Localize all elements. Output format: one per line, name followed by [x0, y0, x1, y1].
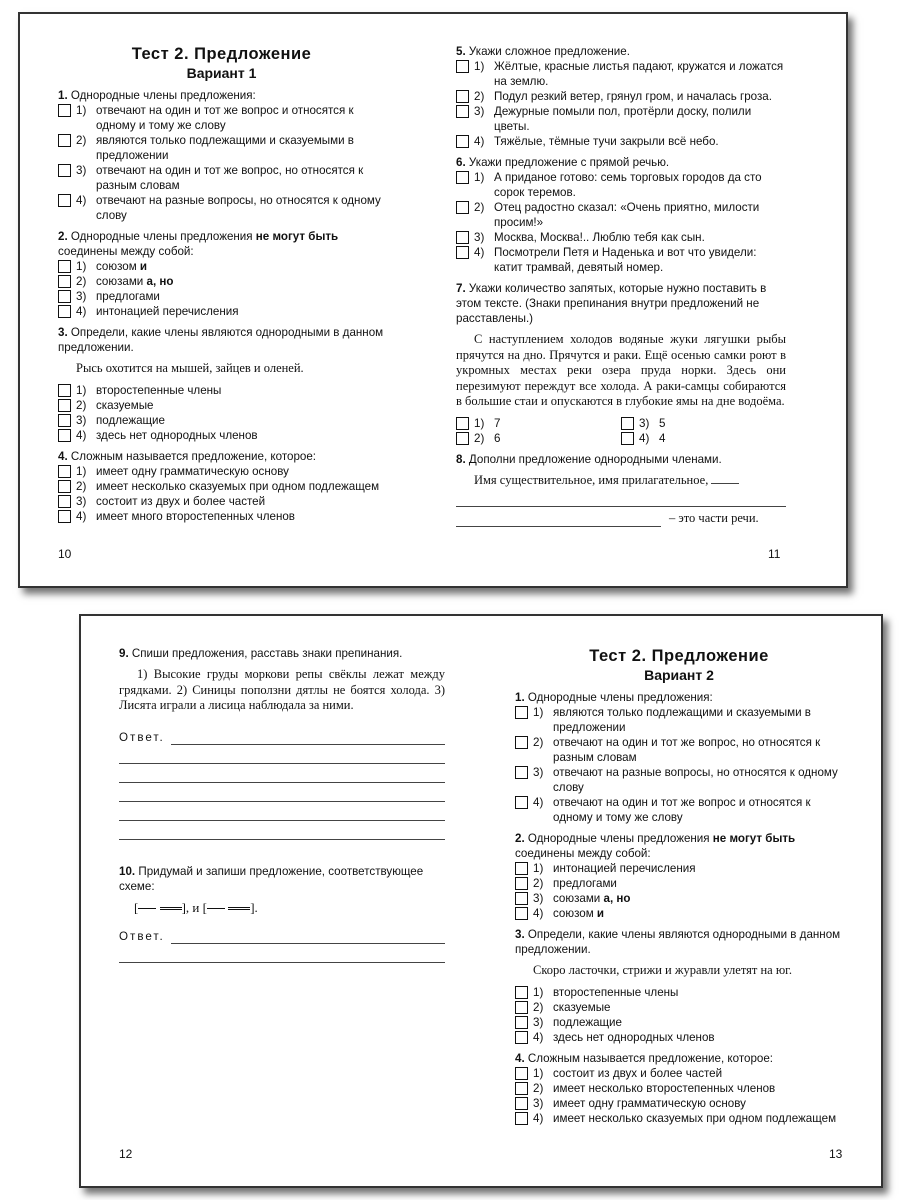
option-number: 3) — [533, 892, 544, 905]
option-number: 2) — [474, 90, 485, 103]
option-text: сказуемые — [96, 398, 154, 412]
answer-checkbox[interactable] — [58, 275, 71, 288]
answer-checkbox[interactable] — [456, 90, 469, 103]
book-spread-top — [18, 12, 848, 588]
question-number: 10. — [119, 864, 136, 878]
answer-checkbox[interactable] — [456, 417, 469, 430]
subject-mark — [138, 908, 156, 909]
option-number: 2) — [474, 201, 485, 214]
option-text: имеет много второстепенных членов — [96, 509, 295, 523]
answer-option — [58, 428, 385, 443]
answer-checkbox[interactable] — [515, 1082, 528, 1095]
option-text: подлежащие — [553, 1015, 622, 1029]
question-number: 8. — [456, 452, 466, 466]
answer-checkbox[interactable] — [58, 290, 71, 303]
options-list — [58, 259, 385, 319]
answer-checkbox[interactable] — [515, 1001, 528, 1014]
option-number: 4) — [533, 907, 544, 920]
question-3 — [58, 325, 385, 443]
options-list — [515, 1066, 843, 1126]
answer-checkbox[interactable] — [58, 305, 71, 318]
option-emphasis: а, но — [603, 892, 631, 905]
answer-checkbox[interactable] — [58, 510, 71, 523]
answer-line[interactable] — [119, 802, 445, 821]
option-number: 4) — [474, 246, 485, 259]
option-number: 4) — [474, 135, 485, 148]
question-1 — [515, 690, 843, 825]
option-number: 2) — [76, 398, 87, 412]
answer-option — [515, 1066, 843, 1081]
option-number: 4) — [533, 1030, 544, 1044]
answer-option — [58, 133, 385, 163]
question-text: Дополни предложение однородными членами. — [468, 452, 722, 466]
option-text: союзами — [96, 275, 147, 288]
answer-checkbox[interactable] — [515, 1016, 528, 1029]
question-emphasis: не могут быть — [712, 832, 796, 845]
option-text: второстепенные члены — [553, 985, 679, 999]
answer-option — [58, 464, 385, 479]
question-number: 2. — [515, 832, 525, 845]
option-number: 1) — [533, 985, 544, 999]
option-text: интонацией перечисления — [553, 862, 696, 875]
option-number: 4) — [76, 305, 87, 318]
option-emphasis: а, но — [146, 275, 174, 288]
option-number: 1) — [76, 383, 87, 397]
option-text: здесь нет однородных членов — [96, 428, 258, 442]
answer-line[interactable] — [119, 944, 445, 963]
question-emphasis: не могут быть — [255, 230, 339, 243]
page-number: 10 — [58, 547, 72, 561]
options-list — [515, 861, 843, 921]
option-text: подлежащие — [96, 413, 165, 427]
options-grid — [456, 416, 786, 446]
question-number: 6. — [456, 156, 466, 169]
answer-checkbox[interactable] — [456, 60, 469, 73]
page-11-content — [456, 44, 786, 527]
question-number: 1. — [515, 691, 525, 704]
answer-checkbox[interactable] — [456, 201, 469, 214]
page-13-content — [515, 646, 843, 1126]
option-number: 2) — [533, 1000, 544, 1014]
answer-option — [58, 413, 385, 428]
option-number: 3) — [76, 413, 87, 427]
option-text: 5 — [659, 416, 666, 430]
answer-option — [58, 103, 385, 133]
exercise-passage: 1) Высокие груды моркови репы свёклы лежат между грядками. 2) Синицы поползни дятлы не боятся холода. 3) Лисята играли а лисица наблюдала за ними. — [119, 667, 445, 712]
answer-line[interactable] — [119, 764, 445, 783]
answer-checkbox[interactable] — [58, 384, 71, 397]
answer-option — [58, 398, 385, 413]
answer-checkbox[interactable] — [456, 135, 469, 148]
option-text: союзом — [553, 907, 597, 920]
option-text: являются только подлежащими и сказуемыми в предложении — [96, 134, 354, 162]
example-sentence: Рысь охотится на мышей, зайцев и оленей. — [76, 361, 304, 375]
option-text: сказуемые — [553, 1000, 611, 1014]
page-number: 11 — [768, 547, 781, 561]
option-emphasis: и — [139, 260, 148, 273]
answer-option — [58, 494, 385, 509]
answer-checkbox[interactable] — [515, 986, 528, 999]
fill-ending: – это части речи. — [669, 511, 759, 525]
question-10 — [119, 864, 445, 963]
answer-option — [621, 416, 786, 431]
question-text: Определи, какие члены являются однородными в данном предложении. — [515, 928, 841, 956]
answer-option — [515, 795, 843, 825]
option-text: отвечают на один и тот же вопрос, но относятся к разным словам — [96, 164, 364, 192]
answer-option — [58, 304, 385, 319]
options-list — [456, 170, 786, 275]
question-text: Укажи количество запятых, которые нужно поставить в этом тексте. (Знаки препинания внутри предложений не расставлены.) — [456, 282, 767, 325]
option-number: 1) — [474, 171, 485, 184]
question-6 — [456, 155, 786, 275]
answer-option — [515, 906, 843, 921]
answer-option — [456, 170, 786, 200]
answer-checkbox[interactable] — [58, 399, 71, 412]
question-text: Однородные члены предложения: — [70, 89, 256, 102]
option-number: 3) — [533, 1096, 544, 1110]
option-text: отвечают на один и тот же вопрос, но относятся к разным словам — [553, 736, 821, 764]
answer-option — [58, 163, 385, 193]
question-number: 3. — [58, 326, 68, 339]
answer-option — [58, 509, 385, 524]
option-text: союзами — [553, 892, 604, 905]
answer-option — [456, 89, 786, 104]
options-list — [58, 103, 385, 223]
answer-row — [119, 925, 445, 944]
option-text: имеет несколько сказуемых при одном подлежащем — [96, 479, 380, 493]
option-number: 2) — [533, 1081, 544, 1095]
answer-blank[interactable] — [711, 473, 739, 484]
answer-checkbox[interactable] — [58, 429, 71, 442]
options-list — [58, 464, 385, 524]
answer-option — [515, 735, 843, 765]
answer-option — [456, 431, 621, 446]
answer-option — [58, 193, 385, 223]
option-text: имеет несколько второстепенных членов — [553, 1081, 776, 1095]
answer-option — [515, 1111, 843, 1126]
options-list — [515, 705, 843, 825]
answer-option — [515, 765, 843, 795]
option-text: имеет несколько сказуемых при одном подлежащем — [553, 1111, 837, 1125]
test-title: Тест 2. Предложение — [131, 45, 312, 63]
answer-checkbox[interactable] — [456, 432, 469, 445]
option-number: 1) — [474, 60, 485, 73]
exercise-passage: С наступлением холодов водяные жуки лягушки рыбы прячутся на дно. Прячутся и раки. Ещё осенью самки роют в укромных местах реки озера пруда норки. Здесь они перезимуют переждут все холода. А раки-самцы собираются в большие стаи и опускаются в глубокие ямы на дне водоёма. — [456, 332, 786, 408]
option-text: состоит из двух и более частей — [96, 494, 266, 508]
answer-checkbox[interactable] — [621, 432, 634, 445]
option-text: являются только подлежащими и сказуемыми в предложении — [553, 706, 811, 734]
option-number: 1) — [76, 104, 87, 117]
option-number: 1) — [474, 416, 485, 430]
question-9 — [119, 646, 445, 840]
example-sentence: Скоро ласточки, стрижи и журавли улетят на юг. — [533, 963, 793, 977]
answer-option — [515, 1015, 843, 1030]
answer-line[interactable] — [456, 494, 786, 507]
answer-option — [456, 104, 786, 134]
option-number: 4) — [533, 1111, 544, 1125]
question-number: 4. — [515, 1051, 525, 1065]
option-number: 1) — [533, 1066, 544, 1080]
option-number: 3) — [474, 105, 485, 118]
option-number: 2) — [76, 275, 87, 288]
question-text-end: соединены между собой: — [515, 847, 651, 860]
answer-option — [456, 200, 786, 230]
answer-line[interactable] — [119, 821, 445, 840]
answer-checkbox[interactable] — [456, 246, 469, 259]
scheme-end: ]. — [250, 899, 258, 915]
option-text: предлогами — [553, 877, 617, 890]
answer-row — [119, 726, 445, 745]
answer-line[interactable] — [119, 783, 445, 802]
option-text: 7 — [494, 416, 501, 430]
question-7 — [456, 281, 786, 446]
question-4 — [58, 449, 385, 524]
option-text: Дежурные помыли пол, протёрли доску, полили цветы. — [494, 105, 752, 133]
question-text: Однородные члены предложения — [70, 230, 256, 243]
answer-checkbox[interactable] — [456, 105, 469, 118]
option-text: отвечают на один и тот же вопрос и относятся к одному и тому же слову — [96, 104, 354, 132]
answer-checkbox[interactable] — [515, 892, 528, 905]
option-number: 2) — [76, 479, 87, 493]
variant-title: Вариант 2 — [644, 667, 714, 683]
answer-checkbox[interactable] — [515, 736, 528, 749]
answer-checkbox[interactable] — [515, 1112, 528, 1125]
option-text: союзом — [96, 260, 140, 273]
answer-checkbox[interactable] — [515, 907, 528, 920]
question-8 — [456, 452, 786, 527]
page-number: 13 — [829, 1147, 843, 1161]
option-text: имеет одну грамматическую основу — [96, 464, 289, 478]
option-number: 2) — [533, 736, 544, 749]
question-number: 9. — [119, 647, 129, 660]
predicate-mark — [160, 907, 182, 910]
question-text: Сложным называется предложение, которое: — [70, 449, 317, 463]
variant-title: Вариант 1 — [186, 65, 257, 81]
option-number: 3) — [76, 494, 87, 508]
question-number: 4. — [58, 449, 68, 463]
option-number: 1) — [533, 862, 544, 875]
option-number: 2) — [76, 134, 87, 147]
answer-option — [515, 876, 843, 891]
option-text: отвечают на разные вопросы, но относятся к одному слову — [553, 766, 838, 794]
option-text: Отец радостно сказал: «Очень приятно, милости просим!» — [494, 201, 760, 229]
question-number: 2. — [58, 230, 68, 243]
predicate-mark — [228, 907, 250, 910]
answer-option — [515, 1096, 843, 1111]
question-number: 1. — [58, 89, 68, 102]
page-number: 12 — [119, 1147, 133, 1161]
answer-checkbox[interactable] — [515, 766, 528, 779]
answer-checkbox[interactable] — [621, 417, 634, 430]
question-2 — [58, 229, 385, 319]
answer-label: Ответ. — [119, 929, 165, 943]
answer-option — [58, 259, 385, 274]
option-text: второстепенные члены — [96, 383, 222, 397]
answer-option — [58, 479, 385, 494]
question-number: 5. — [456, 45, 466, 58]
answer-checkbox[interactable] — [515, 862, 528, 875]
answer-option — [456, 230, 786, 245]
answer-option — [456, 245, 786, 275]
answer-checkbox[interactable] — [515, 1067, 528, 1080]
option-text: 4 — [659, 431, 666, 445]
option-text: отвечают на разные вопросы, но относятся к одному слову — [96, 194, 381, 222]
question-text: Спиши предложения, расставь знаки препинания. — [131, 647, 403, 660]
question-number: 3. — [515, 928, 525, 941]
answer-checkbox[interactable] — [456, 231, 469, 244]
answer-option — [621, 431, 786, 446]
fill-ending-row — [456, 511, 786, 527]
option-number: 2) — [474, 431, 485, 445]
option-text: отвечают на один и тот же вопрос и относятся к одному и тому же слову — [553, 796, 811, 824]
answer-checkbox[interactable] — [58, 495, 71, 508]
answer-option — [456, 59, 786, 89]
options-list — [58, 383, 385, 443]
question-text: Сложным называется предложение, которое: — [527, 1051, 774, 1065]
answer-checkbox[interactable] — [515, 796, 528, 809]
answer-checkbox[interactable] — [515, 1031, 528, 1044]
options-list — [515, 985, 843, 1045]
answer-checkbox[interactable] — [515, 1097, 528, 1110]
option-text: состоит из двух и более частей — [553, 1066, 723, 1080]
option-number: 3) — [474, 231, 485, 244]
question-text: Придумай и запиши предложение, соответствующее схеме: — [119, 864, 424, 893]
answer-line[interactable] — [171, 726, 445, 745]
option-text: Тяжёлые, тёмные тучи закрыли всё небо. — [494, 135, 719, 148]
answer-option — [515, 1081, 843, 1096]
answer-option — [58, 383, 385, 398]
option-number: 4) — [76, 194, 87, 207]
option-emphasis: и — [596, 907, 605, 920]
question-text-end: соединены между собой: — [58, 245, 194, 258]
question-3 — [515, 927, 843, 1045]
answer-line[interactable] — [171, 925, 445, 944]
answer-option — [515, 1000, 843, 1015]
answer-checkbox[interactable] — [58, 134, 71, 147]
question-5 — [456, 44, 786, 149]
question-2 — [515, 831, 843, 921]
sentence-scheme: [ ], и [ ]. — [134, 899, 258, 915]
option-number: 3) — [533, 1015, 544, 1029]
answer-option — [515, 891, 843, 906]
fill-sentence — [456, 473, 786, 489]
book-spread-bottom — [79, 614, 883, 1188]
option-text: Жёлтые, красные листья падают, кружатся и ложатся на землю. — [494, 60, 784, 88]
option-number: 2) — [533, 877, 544, 890]
answer-checkbox[interactable] — [58, 164, 71, 177]
subject-mark — [207, 908, 225, 909]
option-number: 3) — [639, 416, 650, 430]
answer-checkbox[interactable] — [58, 260, 71, 273]
option-number: 4) — [639, 431, 650, 445]
option-number: 1) — [533, 706, 544, 719]
answer-checkbox[interactable] — [58, 465, 71, 478]
question-text: Укажи сложное предложение. — [468, 45, 630, 58]
question-4 — [515, 1051, 843, 1126]
answer-option — [515, 985, 843, 1000]
answer-checkbox[interactable] — [456, 171, 469, 184]
page-10-content — [58, 44, 385, 524]
fill-sentence-text: Имя существительное, имя прилагательное, — [474, 472, 709, 487]
option-number: 4) — [533, 796, 544, 809]
option-number: 3) — [76, 290, 87, 303]
answer-line[interactable] — [119, 745, 445, 764]
answer-option — [456, 134, 786, 149]
option-text: имеет одну грамматическую основу — [553, 1096, 746, 1110]
answer-line[interactable] — [456, 512, 661, 527]
option-number: 4) — [76, 428, 87, 442]
option-text: Подул резкий ветер, грянул гром, и началась гроза. — [494, 90, 772, 103]
answer-option — [515, 705, 843, 735]
answer-checkbox[interactable] — [58, 480, 71, 493]
answer-option — [515, 1030, 843, 1045]
option-number: 3) — [533, 766, 544, 779]
question-1 — [58, 88, 385, 223]
test-title: Тест 2. Предложение — [589, 647, 769, 665]
question-text: Укажи предложение с прямой речью. — [468, 156, 670, 169]
option-number: 4) — [76, 509, 87, 523]
answer-option — [456, 416, 621, 431]
option-text: предлогами — [96, 290, 160, 303]
option-text: 6 — [494, 431, 501, 445]
answer-checkbox[interactable] — [515, 706, 528, 719]
option-number: 1) — [76, 464, 87, 478]
options-list — [456, 59, 786, 149]
answer-checkbox[interactable] — [58, 414, 71, 427]
option-text: А приданое готово: семь торговых городов да сто сорок теремов. — [494, 171, 762, 199]
question-number: 7. — [456, 282, 466, 295]
option-number: 3) — [76, 164, 87, 177]
answer-checkbox[interactable] — [58, 194, 71, 207]
answer-option — [58, 274, 385, 289]
option-text: интонацией перечисления — [96, 305, 239, 318]
answer-option — [58, 289, 385, 304]
option-text: здесь нет однородных членов — [553, 1030, 715, 1044]
question-text: Однородные члены предложения: — [527, 691, 713, 704]
question-text: Однородные члены предложения — [527, 832, 713, 845]
answer-label: Ответ. — [119, 730, 165, 744]
page-12-content — [119, 646, 445, 963]
scheme-connector: ], и [ — [181, 899, 207, 915]
answer-option — [515, 861, 843, 876]
option-text: Посмотрели Петя и Наденька и вот что увидели: катит трамвай, девятый номер. — [494, 246, 757, 274]
option-text: Москва, Москва!.. Люблю тебя как сын. — [494, 231, 705, 244]
question-text: Определи, какие члены являются однородными в данном предложении. — [58, 326, 384, 354]
answer-checkbox[interactable] — [515, 877, 528, 890]
answer-checkbox[interactable] — [58, 104, 71, 117]
option-number: 1) — [76, 260, 87, 273]
